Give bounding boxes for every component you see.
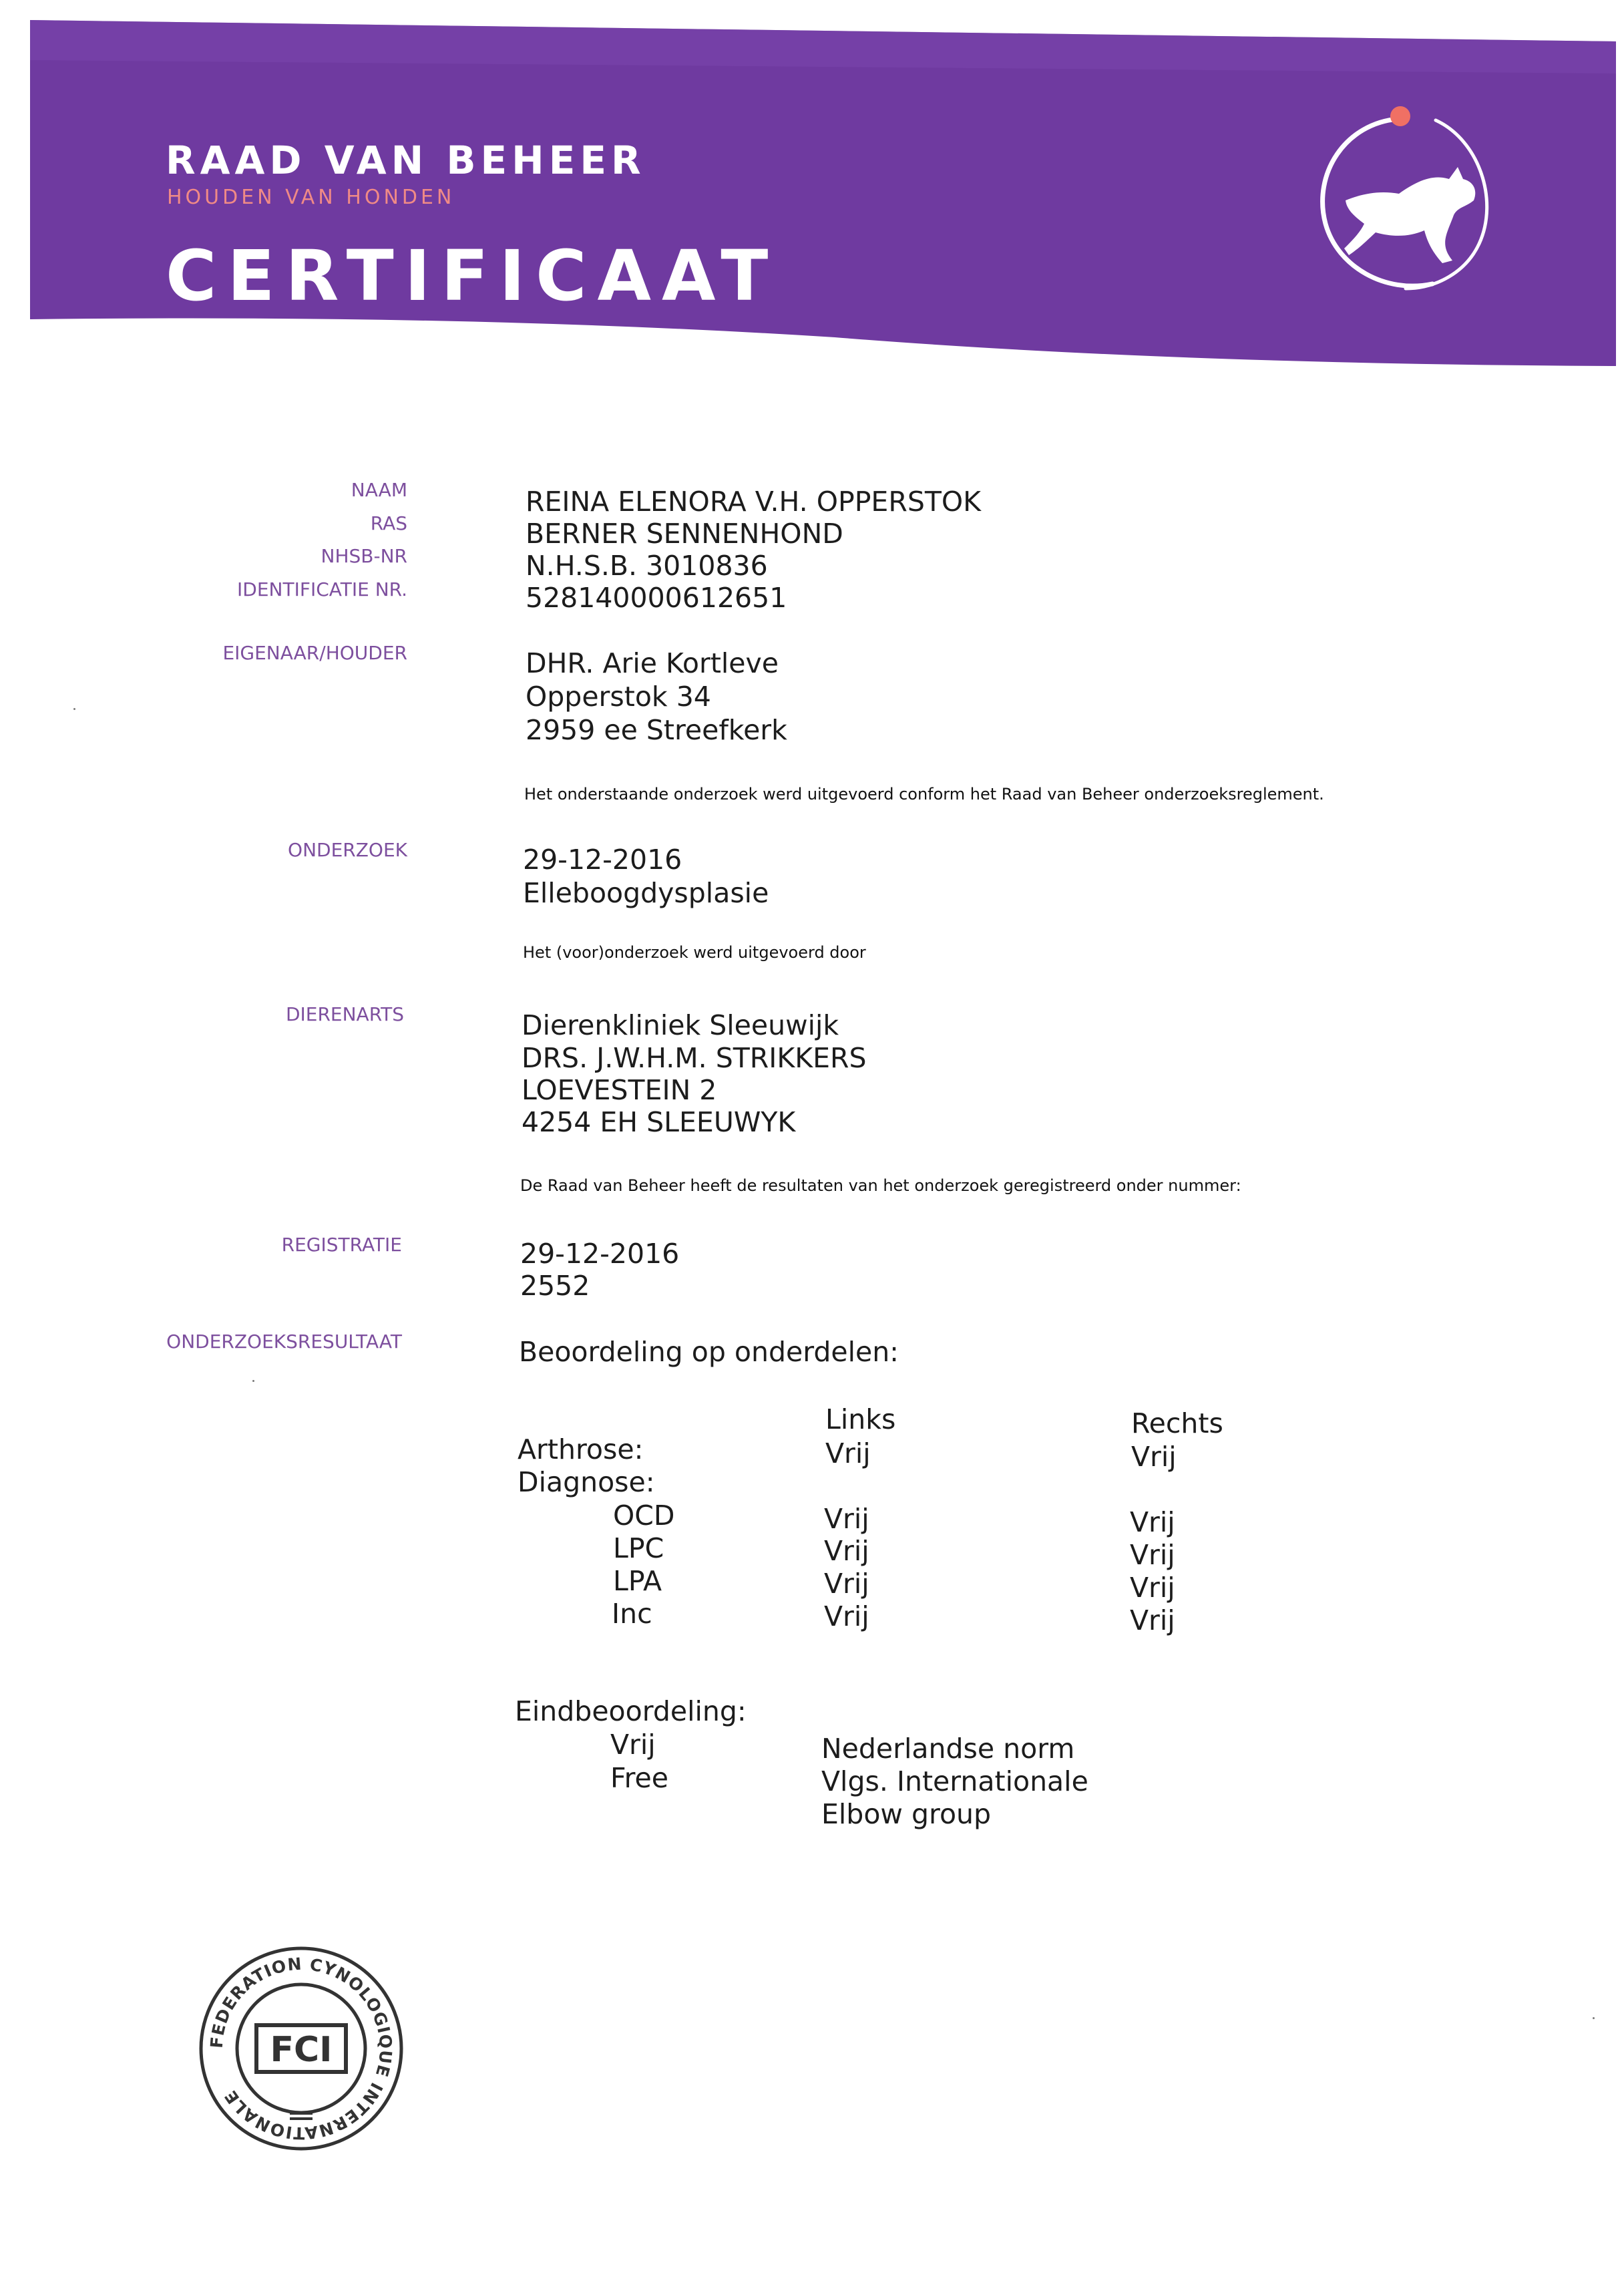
owner-name: DHR. Arie Kortleve: [526, 647, 779, 679]
scan-speck: [1593, 2017, 1595, 2019]
final-free: Free: [610, 1762, 669, 1794]
page-title: CERTIFICAAT: [166, 235, 779, 317]
scan-speck: [73, 708, 75, 710]
row-ocd-label: OCD: [613, 1500, 675, 1532]
vet-name: DRS. J.W.H.M. STRIKKERS: [522, 1042, 867, 1074]
dog-nhsb: N.H.S.B. 3010836: [526, 550, 768, 582]
row-lpa-label: LPA: [613, 1565, 662, 1597]
label-onderzoeksresultaat: ONDERZOEKSRESULTAAT: [166, 1331, 402, 1353]
final-vrij: Vrij: [610, 1729, 656, 1761]
diagnose-label: Diagnose:: [518, 1466, 655, 1498]
scan-speck: [252, 1380, 254, 1382]
dog-name: REINA ELENORA V.H. OPPERSTOK: [526, 486, 982, 518]
fci-seal-icon: [198, 1945, 405, 2152]
row-lpa-left: Vrij: [824, 1568, 869, 1600]
brand-tagline: HOUDEN VAN HONDEN: [167, 186, 455, 209]
owner-street: Opperstok 34: [526, 681, 711, 713]
row-lpc-left: Vrij: [824, 1535, 869, 1567]
exam-date: 29-12-2016: [523, 844, 682, 876]
label-onderzoek: ONDERZOEK: [288, 839, 407, 861]
norm-internationale: Vlgs. Internationale: [821, 1765, 1088, 1797]
registration-number: 2552: [520, 1270, 590, 1302]
row-inc-right: Vrij: [1130, 1604, 1175, 1636]
owner-city: 2959 ee Streefkerk: [526, 714, 787, 746]
label-registratie: REGISTRATIE: [281, 1234, 402, 1256]
label-identificatie: IDENTIFICATIE NR.: [237, 578, 407, 600]
row-lpc-right: Vrij: [1130, 1539, 1175, 1571]
vet-street: LOEVESTEIN 2: [522, 1074, 717, 1106]
seal-ring-text: FEDERATION CYNOLOGIQUE INTERNATIONALE: [206, 1954, 396, 2143]
note-reglement: Het onderstaande onderzoek werd uitgevoerd conform het Raad van Beheer onderzoeksreglement.: [524, 785, 1324, 804]
row-arthrose-label: Arthrose:: [518, 1433, 644, 1465]
column-rechts: Rechts: [1131, 1407, 1223, 1439]
label-nhsb: NHSB-NR: [321, 545, 407, 567]
label-owner: EIGENAAR/HOUDER: [222, 642, 407, 664]
note-registratie: De Raad van Beheer heeft de resultaten van het onderzoek geregistreerd onder nummer:: [520, 1176, 1241, 1195]
dog-breed: BERNER SENNENHOND: [526, 518, 843, 550]
final-label: Eindbeoordeling:: [515, 1695, 747, 1727]
brand-name: RAAD VAN BEHEER: [166, 138, 646, 183]
dog-id: 528140000612651: [526, 582, 787, 614]
column-links: Links: [825, 1403, 896, 1435]
row-inc-left: Vrij: [824, 1600, 869, 1632]
note-vooronderzoek: Het (voor)onderzoek werd uitgevoerd door: [523, 943, 866, 962]
jumping-dog-logo-icon: [1299, 100, 1506, 307]
row-inc-label: Inc: [612, 1598, 652, 1630]
row-lpc-label: LPC: [613, 1532, 664, 1564]
vet-clinic: Dierenkliniek Sleeuwijk: [522, 1009, 839, 1041]
row-arthrose-left: Vrij: [825, 1437, 871, 1469]
row-ocd-right: Vrij: [1130, 1506, 1175, 1538]
label-dierenarts: DIERENARTS: [285, 1003, 404, 1025]
label-ras: RAS: [370, 512, 407, 534]
norm-elbow-group: Elbow group: [821, 1798, 992, 1830]
row-arthrose-right: Vrij: [1131, 1441, 1177, 1473]
label-naam: NAAM: [351, 479, 407, 501]
row-lpa-right: Vrij: [1130, 1572, 1175, 1604]
vet-city: 4254 EH SLEEUWYK: [522, 1106, 796, 1138]
norm-nederlandse: Nederlandse norm: [821, 1733, 1075, 1765]
result-heading: Beoordeling op onderdelen:: [519, 1336, 899, 1368]
row-ocd-left: Vrij: [824, 1503, 869, 1535]
exam-type: Elleboogdysplasie: [523, 877, 769, 909]
registration-date: 29-12-2016: [520, 1238, 680, 1270]
seal-center-text: FCI: [270, 2030, 333, 2070]
